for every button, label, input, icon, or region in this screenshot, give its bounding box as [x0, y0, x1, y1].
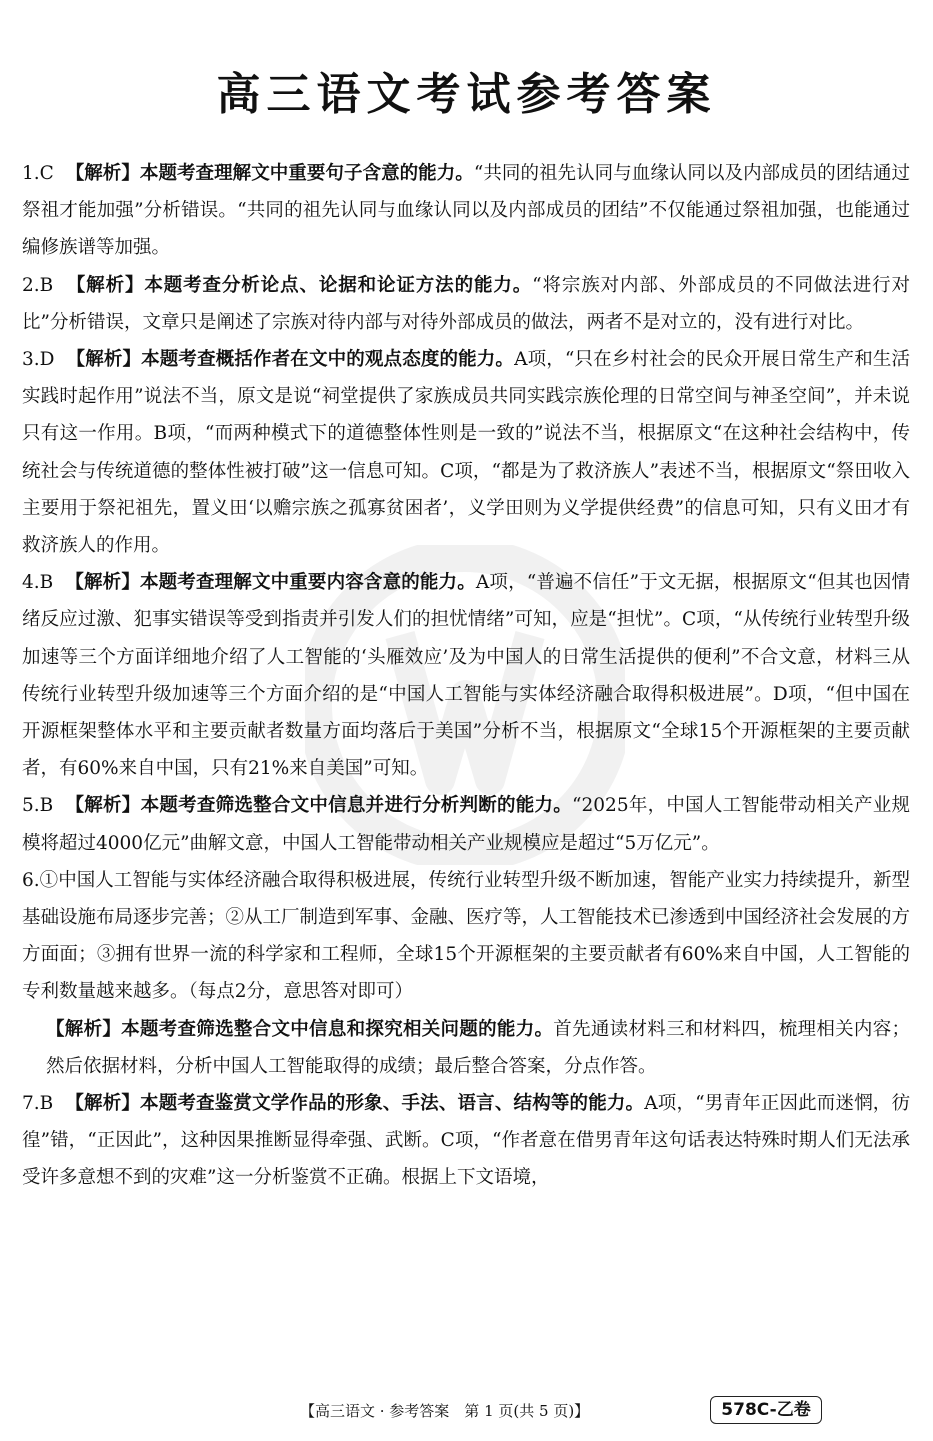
answer-item-5: 5.B 【解析】本题考查筛选整合文中信息并进行分析判断的能力。“2025年，中国人工智能带动相关产业规模将超过4000亿元”曲解文意，中国人工智能带动相关产业规模应是超过“5万亿元”。: [22, 795, 910, 854]
paper-code-badge: 578C-乙卷: [710, 1396, 822, 1424]
footer-page-info: 【高三语文 · 参考答案 第 1 页(共 5 页)】: [300, 1402, 590, 1420]
answer-item-7: 7.B 【解析】本题考查鉴赏文学作品的形象、手法、语言、结构等的能力。A项，“男青年正因此而迷惘，彷徨”错，“正因此”，这种因果推断显得牵强、武断。C项，“作者意在借男青年这句话表达特殊时期人们无法承受许多意想不到的灾难”这一分析鉴赏不正确。根据上下文语境，: [22, 1093, 910, 1189]
answer-item-2: 2.B 【解析】本题考查分析论点、论据和论证方法的能力。“将宗族对内部、外部成员的不同做法进行对比”分析错误，文章只是阐述了宗族对待内部与对待外部成员的做法，两者不是对立的，没有进行对比。: [22, 274, 910, 333]
page-footer: [0, 1396, 933, 1426]
answer-item-3: 3.D 【解析】本题考查概括作者在文中的观点态度的能力。A项，“只在乡村社会的民众开展日常生产和生活实践时起作用”说法不当，原文是说“祠堂提供了家族成员共同实践宗族伦理的日常空间与神圣空间”，并未说只有这一作用。B项，“而两种模式下的道德整体性则是一致的”说法不当，根据原文“在这种社会结构中，传统社会与传统道德的整体性被打破”这一信息可知。C项，“都是为了救济族人”表述不当，根据原文“祭田收入主要用于祭祀祖先，置义田‘以赡宗族之孤寡贫困者’，义学田则为义学提供经费”的信息可知，只有义田才有救济族人的作用。: [22, 349, 910, 557]
answer-item-1: 1.C 【解析】本题考查理解文中重要句子含意的能力。“共同的祖先认同与血缘认同以及内部成员的团结通过祭祖才能加强”分析错误。“共同的祖先认同与血缘认同以及内部成员的团结”不仅能通过祭祖加强，也能通过编修族谱等加强。: [22, 163, 910, 259]
answer-item-6: 6.①中国人工智能与实体经济融合取得积极进展，传统行业转型升级不断加速，智能产业实力持续提升，新型基础设施布局逐步完善；②从工厂制造到军事、金融、医疗等，人工智能技术已渗透到中国经济社会发展的方方面面；③拥有世界一流的科学家和工程师，全球15个开源框架的主要贡献者有60%来自中国，人工智能的专利数量越来越多。（每点2分，意思答对即可）: [22, 869, 911, 1003]
page-title: 高三语文考试参考答案: [216, 69, 717, 120]
answer-item-6-analysis: 【解析】本题考查筛选整合文中信息和探究相关问题的能力。首先通读材料三和材料四，梳理相关内容；然后依据材料，分析中国人工智能取得的成绩；最后整合答案，分点作答。: [46, 1018, 910, 1077]
answer-item-4: 4.B 【解析】本题考查理解文中重要内容含意的能力。A项，“普遍不信任”于文无据，根据原文“但其也因情绪反应过激、犯事实错误等受到指责并引发人们的担忧情绪”可知，应是“担忧”。C项，“从传统行业转型升级加速等三个方面详细地介绍了人工智能的‘头雁效应’及为中国人的日常生活提供的便利”不合文意，材料三从传统行业转型升级加速等三个方面介绍的是“中国人工智能与实体经济融合取得积极进展”。D项，“但中国在开源框架整体水平和主要贡献者数量方面均落后于美国”分析不当，根据原文“全球15个开源框架的主要贡献者，有60%来自中国，只有21%来自美国”可知。: [22, 572, 910, 780]
answer-list: [22, 155, 910, 1197]
